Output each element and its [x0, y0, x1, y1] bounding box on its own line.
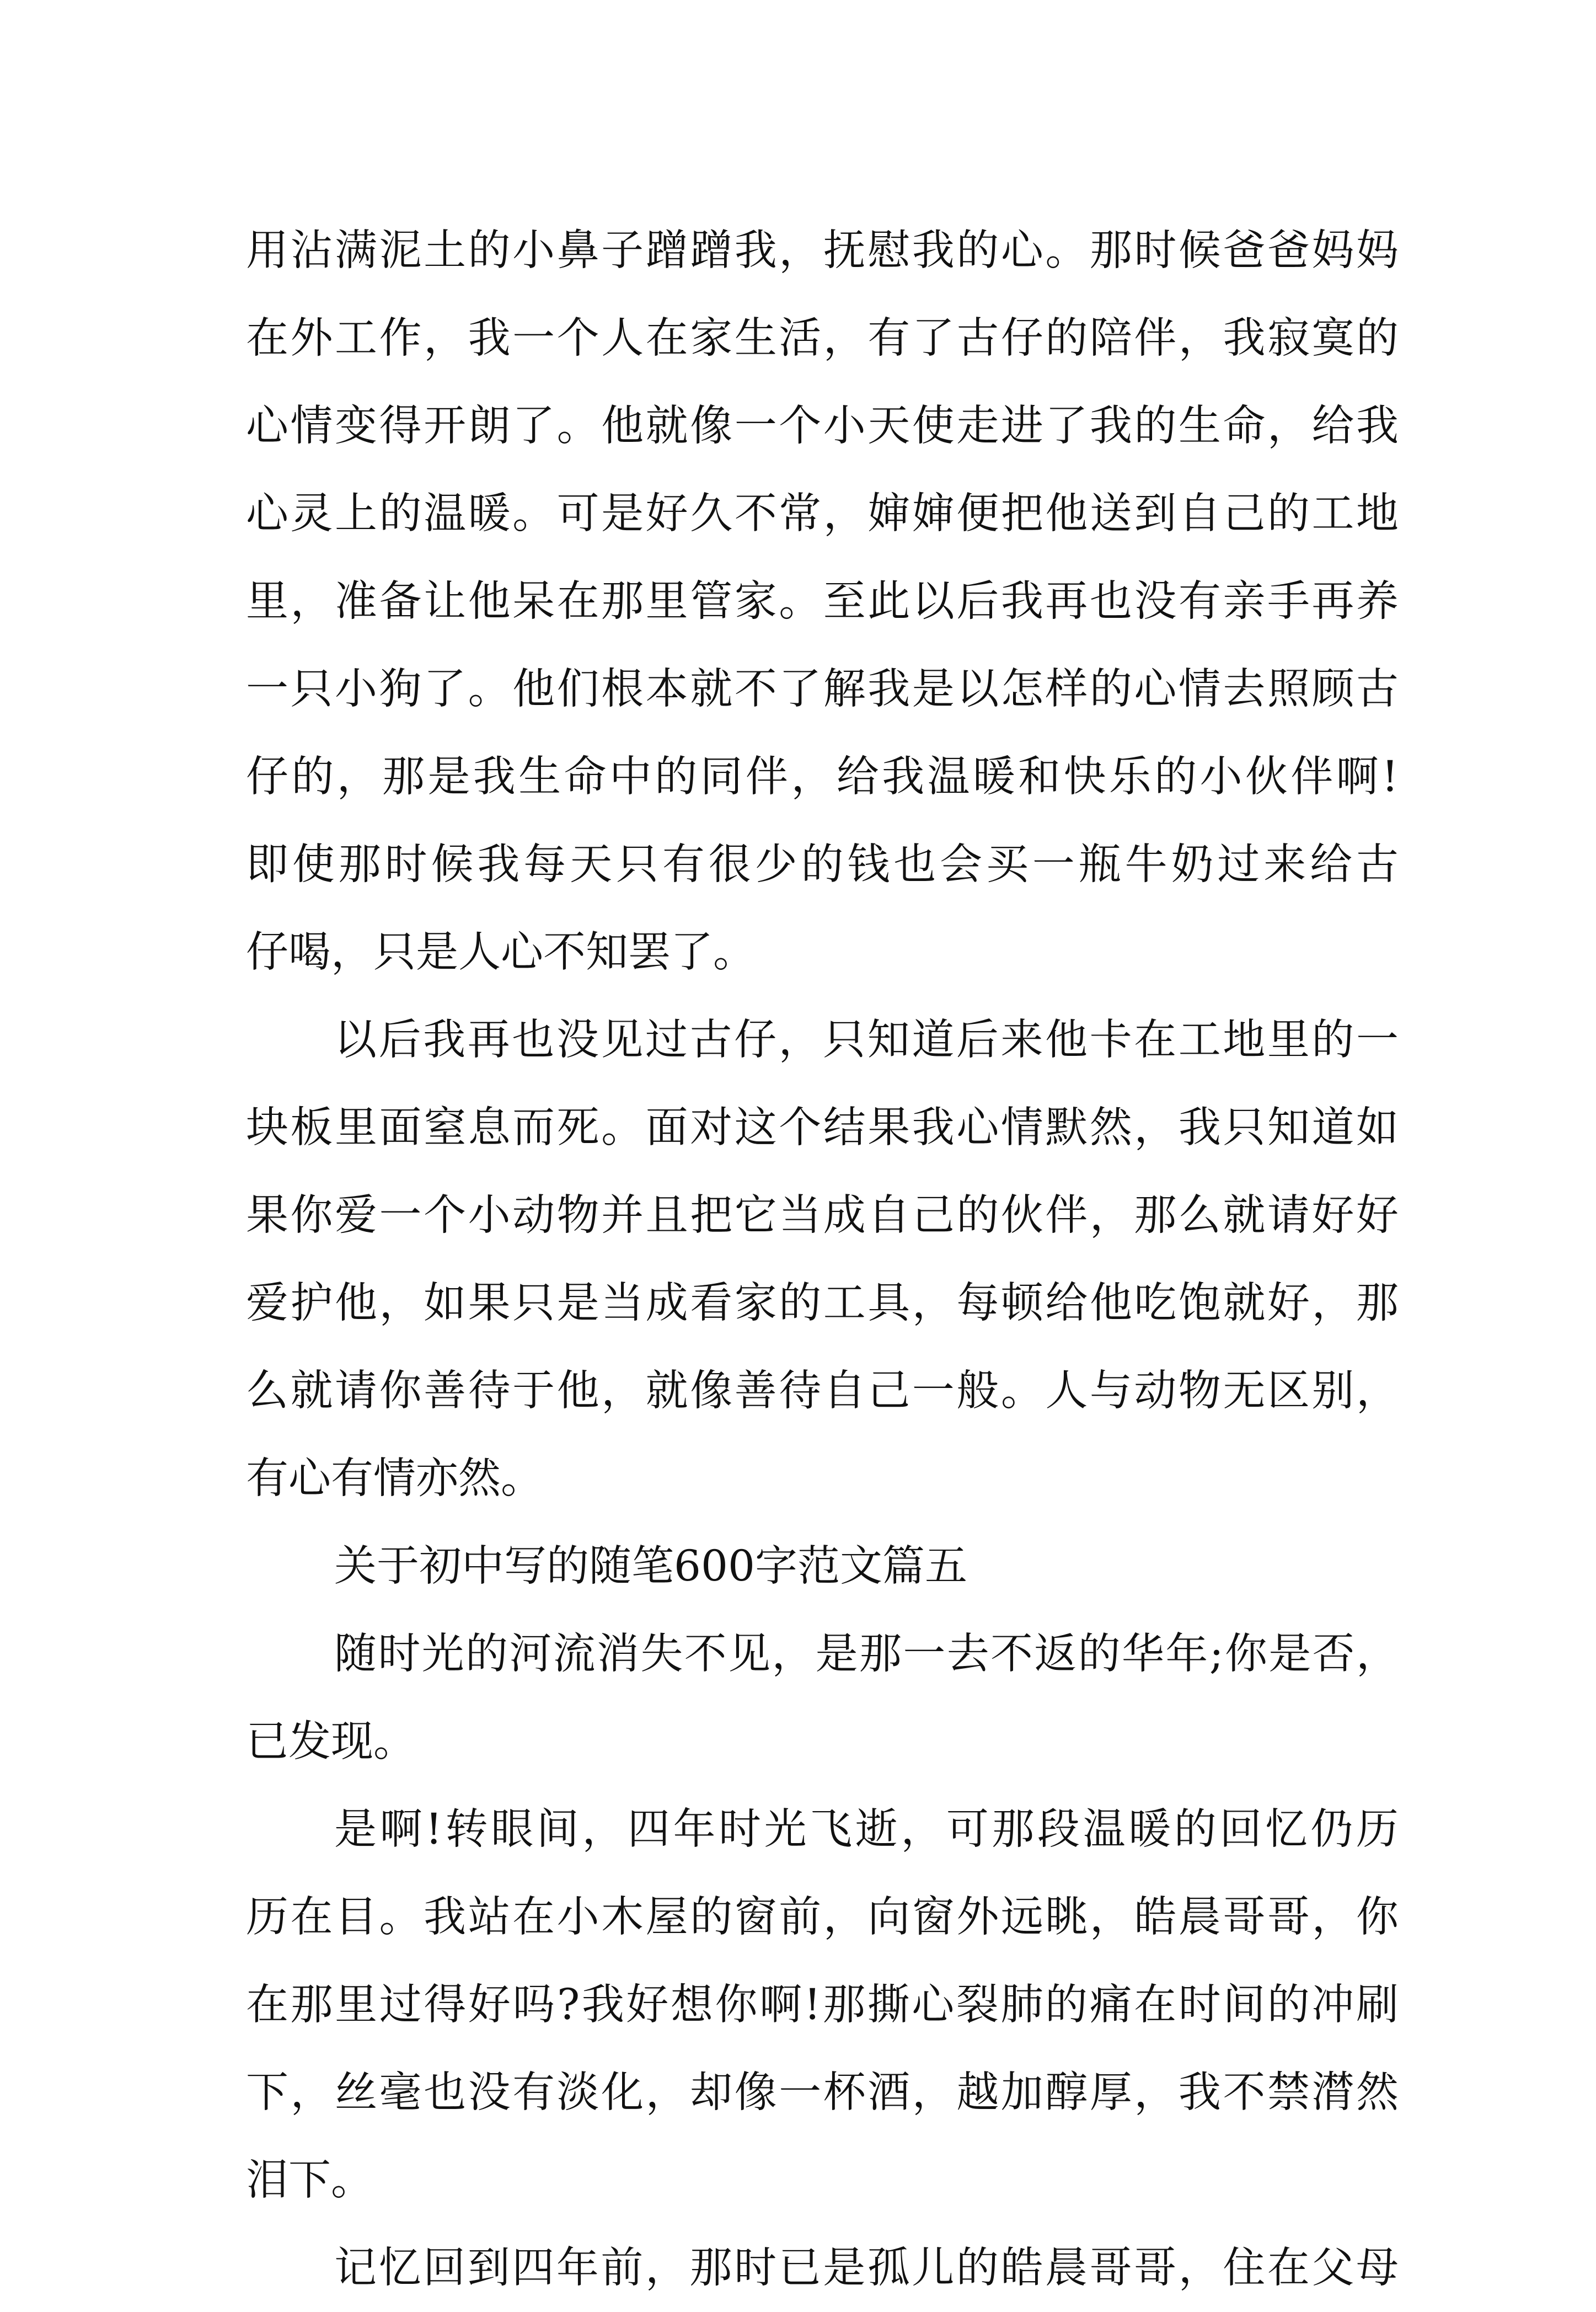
text-line: 果你爱一个小动物并且把它当成自己的伙伴，那么就请好好 — [246, 1191, 1399, 1240]
text-line: 一只小狗了。他们根本就不了解我是以怎样的心情去照顾古 — [246, 665, 1399, 714]
text-line: 记忆回到四年前，那时已是孤儿的皓晨哥哥，住在父母 — [334, 2244, 1399, 2293]
text-line: 用沾满泥土的小鼻子蹭蹭我，抚慰我的心。那时候爸爸妈妈 — [246, 226, 1399, 275]
text-line: 随时光的河流消失不见，是那一去不返的华年;你是否， — [334, 1630, 1399, 1679]
text-line: 有心有情亦然。 — [246, 1454, 543, 1503]
text-line: 仔的，那是我生命中的同伴，给我温暖和快乐的小伙伴啊! — [246, 752, 1399, 802]
text-line: 在那里过得好吗?我好想你啊!那撕心裂肺的痛在时间的冲刷 — [246, 1980, 1399, 2030]
text-line: 泪下。 — [246, 2156, 373, 2205]
text-line: 在外工作，我一个人在家生活，有了古仔的陪伴，我寂寞的 — [246, 314, 1399, 363]
paragraph-gu-zai-ending — [246, 996, 1399, 1523]
text-line: 以后我再也没见过古仔，只知道后来他卡在工地里的一 — [334, 1016, 1399, 1065]
paragraph-gu-zai-memory — [246, 207, 1399, 996]
paragraph-four-years — [246, 1786, 1399, 2224]
text-line: 是啊!转眼间，四年时光飞逝，可那段温暖的回忆仍历 — [334, 1805, 1399, 1854]
text-line: 心情变得开朗了。他就像一个小天使走进了我的生命，给我 — [246, 402, 1399, 451]
text-line: 仔喝，只是人心不知罢了。 — [246, 928, 756, 977]
text-line: 历在目。我站在小木屋的窗前，向窗外远眺，皓晨哥哥，你 — [246, 1893, 1399, 1942]
text-line: 心灵上的温暖。可是好久不常，婶婶便把他送到自己的工地 — [246, 489, 1399, 538]
text-line: 里，准备让他呆在那里管家。至此以后我再也没有亲手再养 — [246, 577, 1399, 626]
text-line: 下，丝毫也没有淡化，却像一杯酒，越加醇厚，我不禁潸然 — [246, 2068, 1399, 2117]
document-body — [246, 207, 1399, 2312]
text-line: 关于初中写的随笔600字范文篇五 — [334, 1542, 967, 1591]
text-line: 已发现。 — [246, 1717, 416, 1766]
paragraph-memory-back — [246, 2224, 1399, 2312]
text-line: 爱护他，如果只是当成看家的工具，每顿给他吃饱就好，那 — [246, 1279, 1399, 1328]
section-heading — [246, 1523, 1399, 1610]
text-line: 即使那时候我每天只有很少的钱也会买一瓶牛奶过来给古 — [246, 840, 1399, 889]
text-line: 么就请你善待于他，就像善待自己一般。人与动物无区别， — [246, 1366, 1399, 1416]
paragraph-time-river — [246, 1610, 1399, 1786]
text-line: 块板里面窒息而死。面对这个结果我心情默然，我只知道如 — [246, 1103, 1399, 1152]
